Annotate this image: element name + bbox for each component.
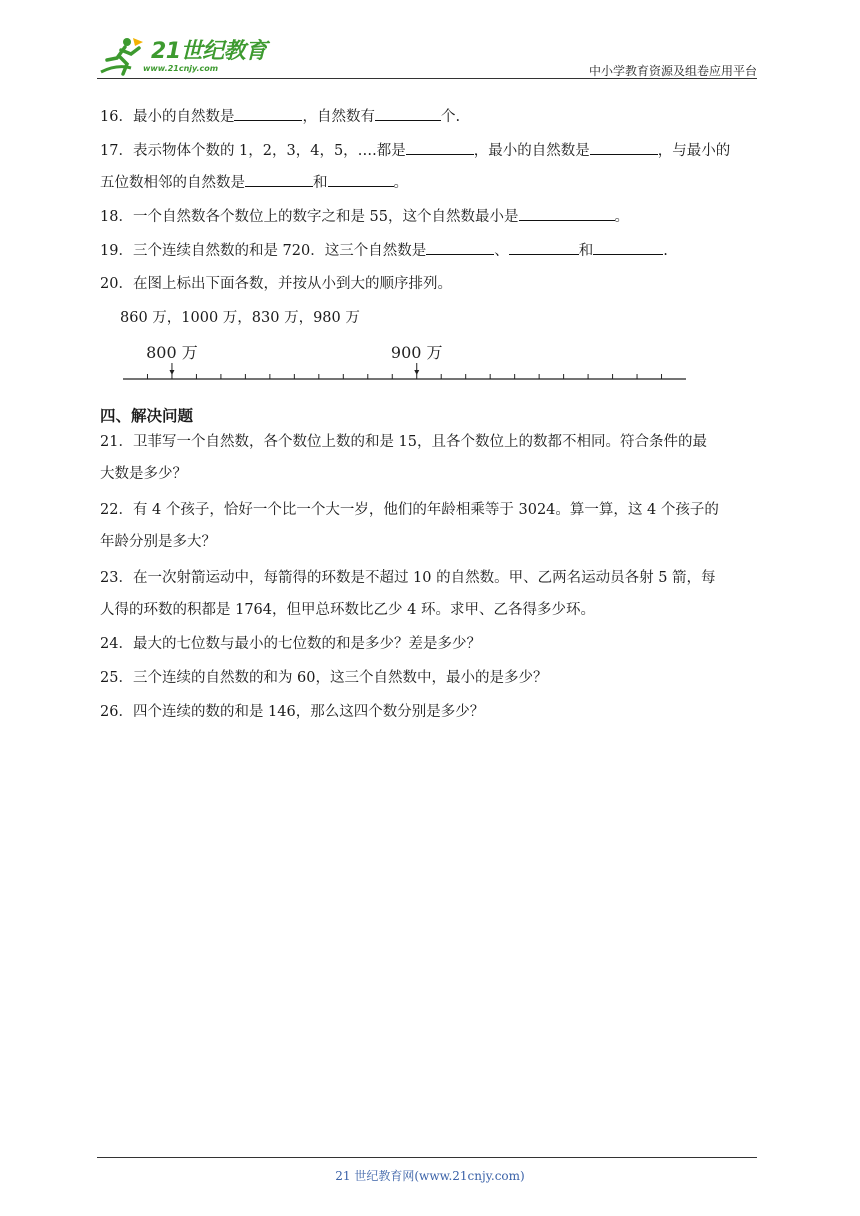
logo-wordmark: 21世纪教育 bbox=[151, 39, 267, 64]
question-text: 23．在一次射箭运动中，每箭得的环数是不超过 10 的自然数。甲、乙两名运动员各射 5 箭，每 bbox=[100, 570, 716, 586]
page-header bbox=[97, 30, 757, 80]
number-line-arrowhead bbox=[169, 370, 174, 375]
number-line-label: 800 万 bbox=[146, 343, 198, 362]
answer-blank[interactable] bbox=[406, 140, 474, 155]
answer-blank[interactable] bbox=[509, 240, 579, 255]
logo-url: www.21cnjy.com bbox=[143, 64, 219, 73]
question-text: . bbox=[663, 243, 668, 259]
answer-blank[interactable] bbox=[590, 140, 658, 155]
question-text: ，最小的自然数是 bbox=[473, 143, 590, 159]
answer-blank[interactable] bbox=[328, 172, 394, 187]
runner-logo-icon bbox=[97, 34, 147, 78]
question-23 bbox=[100, 568, 716, 588]
question-text: 、 bbox=[494, 243, 509, 259]
question-text: 五位数相邻的自然数是 bbox=[100, 175, 245, 191]
question-17-line2 bbox=[100, 172, 408, 193]
question-24 bbox=[100, 634, 481, 654]
question-text: 大数是多少？ bbox=[100, 466, 187, 482]
question-text: 25．三个连续的自然数的和为 60，这三个自然数中，最小的是多少？ bbox=[100, 670, 548, 686]
answer-blank[interactable] bbox=[375, 106, 441, 121]
question-text: ，自然数有 bbox=[302, 109, 375, 125]
number-line-label: 900 万 bbox=[390, 343, 443, 362]
question-text: 和 bbox=[313, 175, 328, 191]
number-list: 860 万，1000 万，830 万，980 万 bbox=[120, 310, 360, 326]
site-logo bbox=[97, 34, 267, 78]
question-text: ，与最小的 bbox=[657, 143, 731, 159]
question-text: 20．在图上标出下面各数，并按从小到大的顺序排列。 bbox=[100, 276, 452, 292]
section-title: 四、解决问题 bbox=[100, 407, 194, 425]
question-23-line2 bbox=[100, 600, 595, 620]
question-text: 和 bbox=[578, 243, 594, 259]
question-text: 21．卫菲写一个自然数，各个数位上数的和是 15，且各个数位上的数都不相同。符合条件的最 bbox=[100, 434, 708, 450]
question-text: 17．表示物体个数的 1，2，3，4，5，….都是 bbox=[100, 143, 406, 159]
question-17 bbox=[100, 140, 730, 161]
question-21 bbox=[100, 432, 707, 452]
question-text: 人得的环数的积都是 1764，但甲总环数比乙少 4 环。求甲、乙各得多少环。 bbox=[100, 602, 595, 618]
question-text: 18．一个自然数各个数位上的数字之和是 55，这个自然数最小是 bbox=[100, 209, 519, 225]
number-line bbox=[120, 338, 690, 384]
header-divider bbox=[97, 78, 757, 79]
answer-blank[interactable] bbox=[234, 106, 302, 121]
question-text: 19．三个连续自然数的和是 720．这三个自然数是 bbox=[100, 243, 427, 259]
question-text: 26．四个连续的数的和是 146，那么这四个数分别是多少？ bbox=[100, 704, 485, 720]
question-18 bbox=[100, 206, 629, 227]
question-text: 24．最大的七位数与最小的七位数的和是多少？差是多少？ bbox=[100, 636, 481, 652]
question-21-line2 bbox=[100, 464, 187, 484]
question-19 bbox=[100, 240, 668, 261]
question-text: 个. bbox=[440, 109, 461, 125]
question-text: 。 bbox=[614, 209, 630, 225]
question-20-numbers bbox=[120, 308, 360, 328]
footer-divider bbox=[97, 1157, 757, 1158]
number-line-arrowhead bbox=[414, 370, 419, 375]
question-text: 22．有 4 个孩子，恰好一个比一个大一岁，他们的年龄相乘等于 3024。算一算，这 4 个孩子的 bbox=[100, 502, 719, 518]
question-text: 年龄分别是多大？ bbox=[100, 534, 216, 550]
question-text: 。 bbox=[393, 175, 408, 191]
question-22 bbox=[100, 500, 719, 520]
question-25 bbox=[100, 668, 548, 688]
question-text: 16．最小的自然数是 bbox=[100, 109, 235, 125]
header-platform-text: 中小学教育资源及组卷应用平台 bbox=[588, 64, 757, 78]
question-20 bbox=[100, 274, 452, 294]
question-26 bbox=[100, 702, 484, 722]
answer-blank[interactable] bbox=[426, 240, 494, 255]
answer-blank[interactable] bbox=[245, 172, 313, 187]
answer-blank[interactable] bbox=[519, 206, 615, 221]
question-16 bbox=[100, 106, 460, 127]
page-footer: 21 世纪教育网(www.21cnjy.com) bbox=[335, 1169, 525, 1183]
answer-blank[interactable] bbox=[593, 240, 663, 255]
question-22-line2 bbox=[100, 532, 216, 552]
